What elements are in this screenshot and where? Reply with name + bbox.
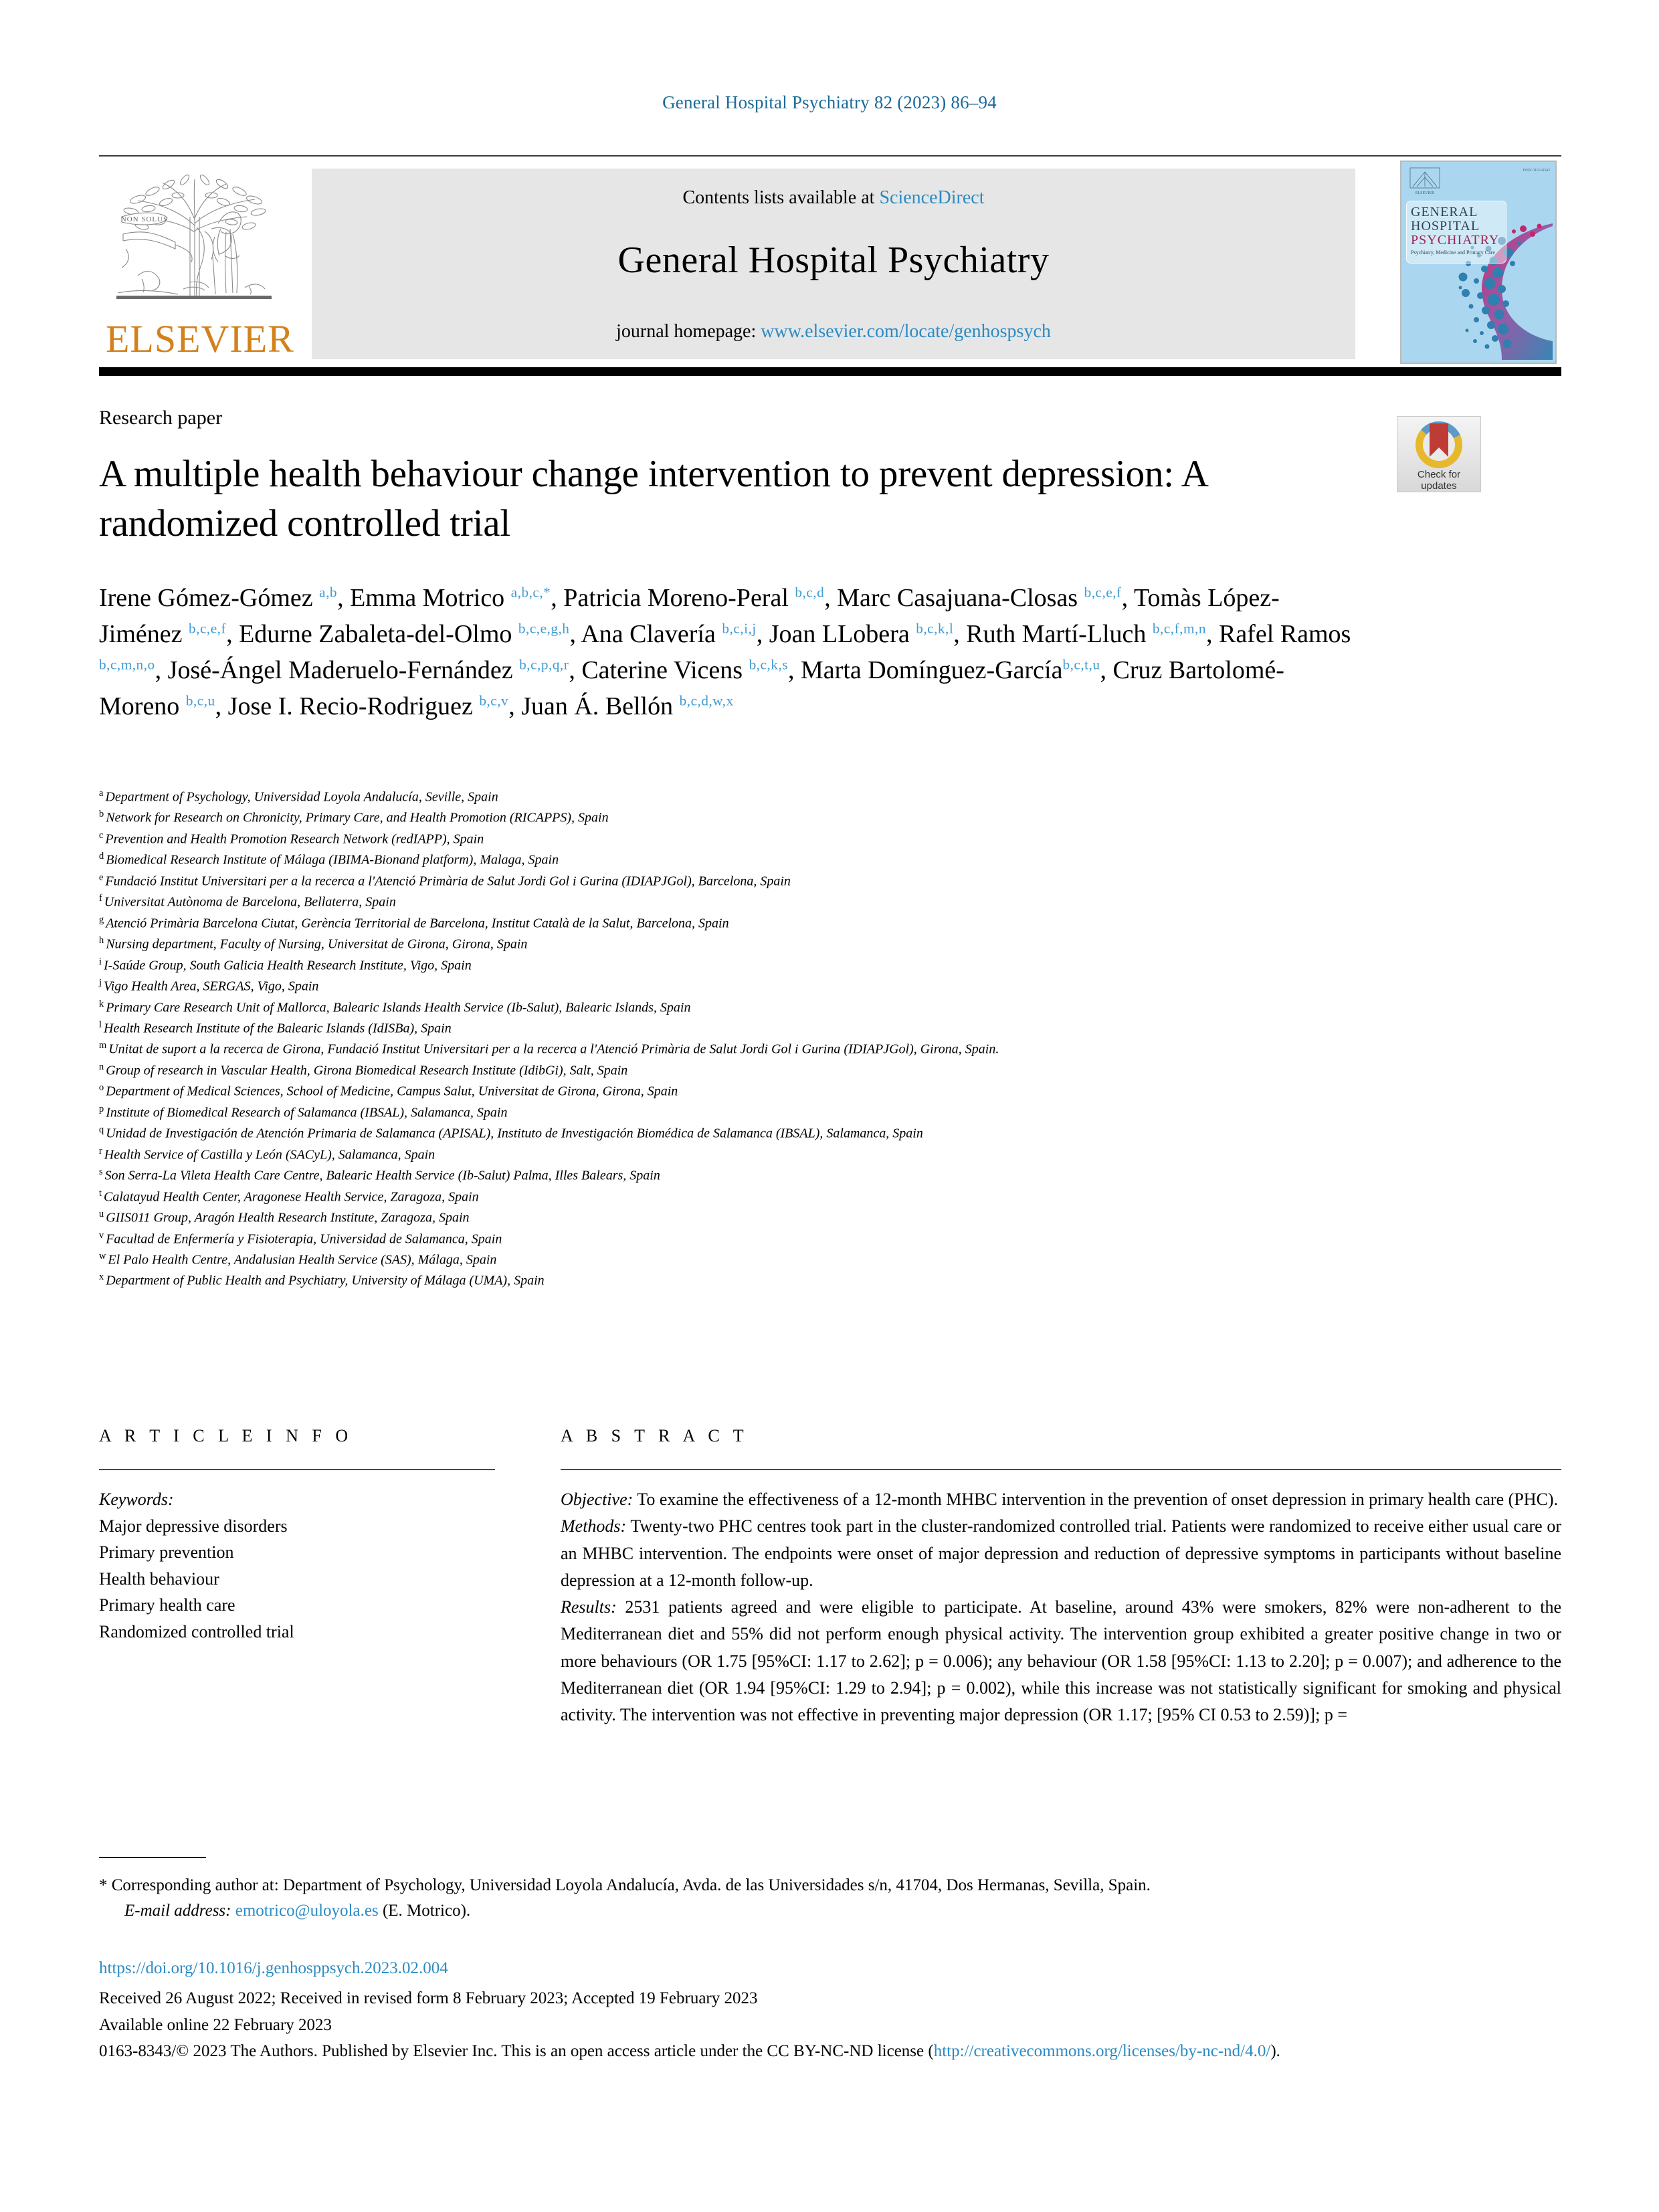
affiliation-text: El Palo Health Centre, Andalusian Health Service (SAS), Málaga, Spain <box>108 1252 497 1268</box>
affiliation-mark: n <box>99 1061 104 1072</box>
affiliation-mark: h <box>99 935 104 946</box>
crossmark-label <box>1397 469 1480 492</box>
affiliation-item <box>99 871 1504 892</box>
affiliation-item <box>99 997 1504 1018</box>
affiliation-mark: w <box>99 1250 106 1262</box>
affiliation-mark: x <box>99 1272 104 1283</box>
copyright-suffix: ). <box>1270 2042 1280 2060</box>
affiliation-text: Atenció Primària Barcelona Ciutat, Gerència Territorial de Barcelona, Institut Català de la Salut, Barcelona, Spain <box>106 916 729 931</box>
elsevier-logo <box>99 161 294 365</box>
abstract-methods <box>561 1513 1561 1594</box>
contents-line <box>312 187 1355 209</box>
affiliation-mark: t <box>99 1187 102 1199</box>
keyword-item: Primary health care <box>99 1595 235 1615</box>
abstract-rule <box>561 1469 1561 1470</box>
journal-title: General Hospital Psychiatry <box>617 239 1050 281</box>
affiliation-text: Department of Psychology, Universidad Loyola Andalucía, Seville, Spain <box>105 789 498 805</box>
keyword-item: Primary prevention <box>99 1542 234 1563</box>
affiliation-text: Biomedical Research Institute of Málaga (IBIMA-Bionand platform), Malaga, Spain <box>106 853 559 868</box>
affiliation-text: Vigo Health Area, SERGAS, Vigo, Spain <box>104 979 319 994</box>
abstract-body <box>561 1486 1561 1729</box>
journal-banner <box>312 169 1355 359</box>
elsevier-tree-icon <box>111 162 278 316</box>
available-online: Available online 22 February 2023 <box>99 2015 332 2034</box>
email-link[interactable]: emotrico@uloyola.es <box>235 1901 379 1920</box>
affiliation-item <box>99 1187 1504 1207</box>
affiliation-text: Fundació Institut Universitari per a la recerca a l'Atenció Primària de Salut Jordi Gol i Gurina (IDIAPJGol), Barcelona, Spain <box>105 874 791 889</box>
affiliation-text: Department of Public Health and Psychiatry, University of Málaga (UMA), Spain <box>106 1274 545 1289</box>
affiliation-mark: k <box>99 998 104 1009</box>
affiliation-mark: o <box>99 1082 104 1094</box>
journal-masthead <box>99 161 1561 365</box>
homepage-prefix: journal homepage: <box>616 321 761 342</box>
objective-label: Objective: <box>561 1490 633 1509</box>
copyright-prefix: 0163-8343/© 2023 The Authors. Published by Elsevier Inc. This is an open access article under the CC BY-NC-ND license ( <box>99 2042 934 2060</box>
article-info-heading: A R T I C L E I N F O <box>99 1426 353 1445</box>
cover-title-line3: PSYCHIATRY <box>1411 233 1500 247</box>
keyword-item: Randomized controlled trial <box>99 1621 294 1641</box>
affiliation-item <box>99 1123 1504 1144</box>
abstract-objective <box>561 1486 1561 1513</box>
objective-text: To examine the effectiveness of a 12-month MHBC intervention in the prevention of onset depression in primary health care (PHC). <box>633 1490 1559 1509</box>
affiliation-text: Department of Medical Sciences, School of Medicine, Campus Salut, Universitat de Girona, Girona, Spain <box>106 1084 678 1099</box>
affiliation-mark: i <box>99 956 102 967</box>
received-dates: Received 26 August 2022; Received in revised form 8 February 2023; Accepted 19 February 2023 <box>99 1989 758 2007</box>
cover-title-line1: GENERAL <box>1411 205 1478 219</box>
affiliation-mark: u <box>99 1209 104 1220</box>
cover-issn: ISSN 0163-8343 <box>1523 169 1550 173</box>
keywords-items <box>99 1513 500 1645</box>
affiliation-text: Nursing department, Faculty of Nursing, Universitat de Girona, Girona, Spain <box>106 936 528 952</box>
contents-prefix: Contents lists available at <box>682 187 880 208</box>
affiliation-text: Calatayud Health Center, Aragonese Health Service, Zaragoza, Spain <box>104 1189 479 1205</box>
crossmark-line1: Check for <box>1417 469 1461 480</box>
elsevier-wordmark: ELSEVIER <box>106 317 294 361</box>
affiliation-item <box>99 892 1504 912</box>
affiliation-text: Health Service of Castilla y León (SACyL), Salamanca, Spain <box>104 1147 435 1163</box>
affiliation-mark: f <box>99 893 102 904</box>
cover-subtitle: Psychiatry, Medicine and Primary Care <box>1411 249 1495 256</box>
affiliation-item <box>99 1249 1504 1270</box>
journal-homepage-link[interactable]: www.elsevier.com/locate/genhospsych <box>761 321 1051 342</box>
affiliation-mark: d <box>99 851 104 862</box>
keyword-item: Health behaviour <box>99 1569 219 1589</box>
crossmark-badge[interactable] <box>1397 416 1481 492</box>
email-suffix: (E. Motrico). <box>382 1901 471 1920</box>
affiliation-mark: s <box>99 1167 103 1178</box>
affiliation-item <box>99 1060 1504 1081</box>
affiliation-mark: e <box>99 872 104 883</box>
abstract-results <box>561 1594 1561 1728</box>
affiliation-text: Universitat Autònoma de Barcelona, Bellaterra, Spain <box>104 894 396 910</box>
affiliation-mark: a <box>99 788 104 799</box>
copyright-license <box>99 2038 1564 2065</box>
svg-text:ELSEVIER: ELSEVIER <box>1415 191 1435 195</box>
affiliation-mark: c <box>99 829 104 841</box>
affiliation-mark: g <box>99 914 104 925</box>
affiliation-text: GIIS011 Group, Aragón Health Research Institute, Zaragoza, Spain <box>106 1210 470 1225</box>
affiliation-item <box>99 976 1504 997</box>
affiliation-mark: r <box>99 1145 102 1157</box>
affiliation-item <box>99 1018 1504 1039</box>
methods-label: Methods: <box>561 1516 627 1536</box>
abstract-heading: A B S T R A C T <box>561 1426 749 1445</box>
results-text: 2531 patients agreed and were eligible to participate. At baseline, around 43% were smokers, 82% were non-adherent to the Mediterranean diet and 55% did not perform enough physical activity. The intervention group exhibited a greater positive change in two or more behaviours (OR 1.75 [95%CI: 1.17 to 2.62]; p = 0.006); any behaviour (OR 1.58 [95%CI: 1.13 to 2.20]; p = 0.007); and adherence to the Mediterranean diet (OR 1.94 [95%CI: 1.29 to 2.94]; p = 0.002), while this increase was not statistically significant for smoking and physical activity. The intervention was not effective in preventing major depression (OR 1.17; [95% CI 0.53 to 2.59)]; p = <box>561 1597 1561 1725</box>
affiliation-item <box>99 955 1504 976</box>
homepage-line <box>312 321 1355 342</box>
affiliation-item <box>99 849 1504 870</box>
affiliation-item <box>99 787 1504 807</box>
affiliation-item <box>99 1270 1504 1291</box>
affiliation-text: Son Serra-La Vileta Health Care Centre, Balearic Health Service (Ib-Salut) Palma, Illes Balears, Spain <box>104 1168 660 1183</box>
affiliation-text: Network for Research on Chronicity, Primary Care, and Health Promotion (RICAPPS), Spain <box>106 811 609 826</box>
masthead-top-rule <box>99 155 1561 157</box>
affiliation-item <box>99 1229 1504 1249</box>
affiliation-mark: l <box>99 1019 102 1030</box>
affiliation-item <box>99 1207 1504 1228</box>
crossmark-line2: updates <box>1421 480 1457 492</box>
affiliation-mark: q <box>99 1124 104 1136</box>
affiliation-item <box>99 1039 1504 1060</box>
keywords-block <box>99 1486 500 1645</box>
keywords-label: Keywords: <box>99 1490 174 1509</box>
footnote-rule <box>99 1857 206 1858</box>
affiliation-item <box>99 1144 1504 1165</box>
affiliation-mark: p <box>99 1103 104 1114</box>
affiliation-mark: j <box>99 977 102 989</box>
corresponding-marker: * <box>99 1876 108 1894</box>
affiliation-text: Facultad de Enfermería y Fisioterapia, Universidad de Salamanca, Spain <box>106 1231 502 1247</box>
methods-text: Twenty-two PHC centres took part in the cluster-randomized controlled trial. Patients were randomized to receive either usual care or an MHBC intervention. The endpoints were onset of major depression and reduction of depressive symptoms in participants without baseline depression at a 12-month follow-up. <box>561 1516 1561 1590</box>
affiliation-text: Unitat de suport a la recerca de Girona, Fundació Institut Universitari per a la recerca a l'Atenció Primària de Salut Jordi Gol i Gurina (IDIAPJGol), Girona, Spain. <box>108 1042 999 1058</box>
results-label: Results: <box>561 1597 617 1617</box>
affiliation-item <box>99 807 1504 828</box>
affiliation-text: Health Research Institute of the Balearic Islands (IdISBa), Spain <box>104 1021 452 1036</box>
doi-link[interactable]: https://doi.org/10.1016/j.genhosppsych.2023.02.004 <box>99 1959 448 1977</box>
affiliation-list <box>99 787 1504 1292</box>
affiliation-mark: b <box>99 809 104 820</box>
running-head: General Hospital Psychiatry 82 (2023) 86–94 <box>662 92 997 112</box>
article-info-rule <box>99 1469 495 1470</box>
page-title: A multiple health behaviour change intervention to prevent depression: A randomized controlled trial <box>99 453 1207 545</box>
svg-text:NON SOLUS: NON SOLUS <box>120 215 169 223</box>
affiliation-mark: m <box>99 1040 107 1051</box>
author-list: Irene Gómez-Gómez $^{a,b}$, Emma Motrico $^{a,b,c,*}$, Patricia Moreno-Peral $^{b,c,d}$, Marc Casajuana-Closas $^{b,c,e,f}$, Tomàs López-Jiménez $^{b,c,e,f}$, Edurne Zabaleta-del-Olmo $^{b,c,e,g,h}$, Ana Clavería $^{b,c,i,j}$, Joan LLobera $^{b,c,k,l}$, Ruth Martí-Lluch $^{b,c,f,m,n}$, Rafel Ramos $^{b,c,m,n,o}$, José-Ángel Maderuelo-Fernández $^{b,c,p,q,r}$, Caterine Vicens $^{b,c,k,s}$, Marta Domínguez-García$^{b,c,t,u}$, Cruz Bartolomé-Moreno $^{b,c,u}$, Jose I. Recio-Rodriguez $^{b,c,v}$, Juan Á. Bellón $^{b,c,d,w,x}$ <box>99 584 1351 720</box>
affiliation-item <box>99 1081 1504 1102</box>
affiliation-text: Group of research in Vascular Health, Girona Biomedical Research Institute (IdibGi), Salt, Spain <box>106 1063 628 1078</box>
article-type-label: Research paper <box>99 407 223 429</box>
affiliation-item <box>99 934 1504 954</box>
cover-elsevier-icon <box>1407 167 1442 197</box>
cover-title-line2: HOSPITAL <box>1411 219 1480 233</box>
affiliation-item <box>99 1102 1504 1123</box>
affiliation-text: Prevention and Health Promotion Research Network (redIAPP), Spain <box>105 831 484 847</box>
affiliation-item <box>99 1165 1504 1186</box>
email-line <box>99 1898 1564 1924</box>
masthead-bottom-rule <box>99 367 1561 376</box>
affiliation-text: Institute of Biomedical Research of Salamanca (IBSAL), Salamanca, Spain <box>106 1105 508 1120</box>
affiliation-text: I-Saúde Group, South Galicia Health Research Institute, Vigo, Spain <box>104 958 472 973</box>
affiliation-text: Primary Care Research Unit of Mallorca, Balearic Islands Health Service (Ib-Salut), Balearic Islands, Spain <box>106 1000 691 1015</box>
publication-dates <box>99 1985 1564 2038</box>
corresponding-author-note <box>99 1873 1564 1923</box>
affiliation-text: Unidad de Investigación de Atención Primaria de Salamanca (APISAL), Instituto de Investigación Biomédica de Salamanca (IBSAL), Salamanca, Spain <box>106 1126 923 1141</box>
journal-cover-thumbnail <box>1400 161 1557 364</box>
email-label: E-mail address: <box>124 1901 231 1920</box>
keyword-item: Major depressive disorders <box>99 1516 288 1536</box>
affiliation-item <box>99 829 1504 849</box>
license-link[interactable]: http://creativecommons.org/licenses/by-nc-nd/4.0/ <box>933 2042 1271 2060</box>
affiliation-item <box>99 913 1504 934</box>
affiliation-mark: v <box>99 1229 104 1241</box>
sciencedirect-link[interactable]: ScienceDirect <box>879 187 985 208</box>
corresponding-text: Corresponding author at: Department of Psychology, Universidad Loyola Andalucía, Avda. de las Universidades s/n, 41704, Dos Hermanas, Sevilla, Spain. <box>111 1876 1151 1894</box>
